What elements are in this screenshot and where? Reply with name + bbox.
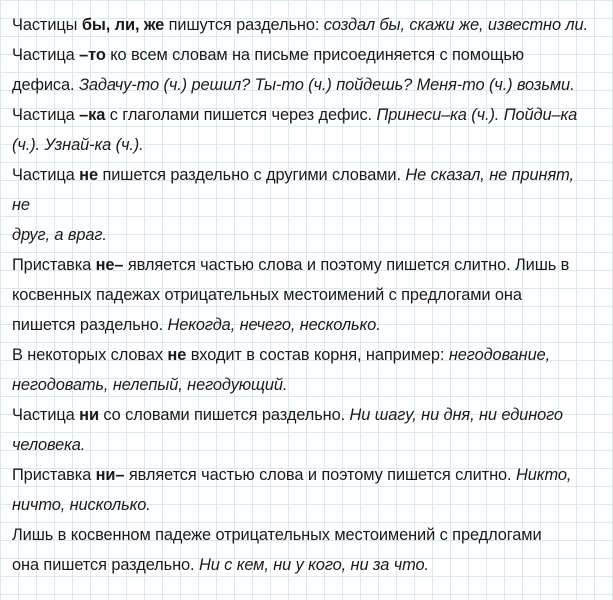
- text-run: дефиса.: [12, 76, 79, 94]
- text-line: [12, 220, 607, 250]
- text-run: с глаголами пишется через дефис.: [105, 106, 377, 124]
- text-run: Частица: [12, 166, 80, 184]
- text-line: [12, 70, 607, 100]
- text-line: [12, 520, 607, 550]
- example-text: человека.: [12, 436, 86, 454]
- example-text: ничто, нисколько.: [12, 496, 151, 514]
- particle-term: не: [167, 346, 187, 364]
- text-line: [12, 130, 607, 160]
- text-run: пишется раздельно.: [12, 316, 168, 334]
- example-text: (ч.). Узнай-ка (ч.).: [12, 136, 144, 154]
- text-line: [12, 340, 607, 370]
- text-run: Частица: [12, 106, 80, 124]
- text-run: является частью слова и поэтому пишется слитно. Лишь в: [123, 256, 570, 274]
- text-run: со словами пишется раздельно.: [98, 406, 350, 424]
- text-run: входит в состав корня, например:: [186, 346, 449, 364]
- text-run: является частью слова и поэтому пишется слитно.: [124, 466, 516, 484]
- text-line: [12, 190, 607, 220]
- particle-term: –ка: [79, 106, 106, 124]
- text-run: она пишется раздельно.: [12, 556, 199, 574]
- example-text: Ни шагу, ни дня, ни единого: [349, 406, 563, 424]
- example-text: создал бы, скажи же, известно ли.: [323, 16, 589, 34]
- example-text: Принеси–ка (ч.). Пойди–ка: [376, 106, 578, 124]
- text-run: косвенных падежах отрицательных местоимений с предлогами она: [12, 286, 522, 304]
- example-text: не: [12, 196, 30, 214]
- text-run: Частицы: [12, 16, 82, 34]
- text-run: ко всем словам на письме присоединяется с помощью: [105, 46, 524, 64]
- text-line: [12, 400, 607, 430]
- text-line: [12, 430, 607, 460]
- text-line: [12, 280, 607, 310]
- particle-term: ни–: [95, 466, 125, 484]
- particle-term: не: [79, 166, 98, 184]
- example-text: Некогда, нечего, несколько.: [167, 316, 381, 334]
- text-run: Приставка: [12, 466, 96, 484]
- example-text: друг, а враг.: [12, 226, 107, 244]
- text-line: [12, 460, 607, 490]
- text-run: В некоторых словах: [12, 346, 168, 364]
- text-line: [12, 160, 607, 190]
- text-line: [12, 250, 607, 280]
- text-line: [12, 310, 607, 340]
- particle-term: бы, ли, же: [81, 16, 165, 34]
- example-text: Ни с кем, ни у кого, ни за что.: [198, 556, 429, 574]
- text-run: Частица: [12, 46, 80, 64]
- particle-term: ни: [79, 406, 99, 424]
- text-line: [12, 490, 607, 520]
- example-text: негодовать, нелепый, негодующий.: [12, 376, 288, 394]
- example-text: Не сказал, не принят,: [405, 166, 574, 184]
- text-line: [12, 100, 607, 130]
- example-text: Никто,: [515, 466, 572, 484]
- example-text: негодование,: [448, 346, 551, 364]
- text-run: пишутся раздельно:: [164, 16, 324, 34]
- text-line: [12, 10, 607, 40]
- particle-term: –то: [79, 46, 106, 64]
- text-run: Приставка: [12, 256, 96, 274]
- text-run: пишется раздельно с другими словами.: [97, 166, 406, 184]
- text-line: [12, 550, 607, 580]
- text-run: Частица: [12, 406, 80, 424]
- particle-term: не–: [95, 256, 124, 274]
- text-run: Лишь в косвенном падеже отрицательных местоимений с предлогами: [12, 526, 542, 544]
- example-text: Задачу-то (ч.) решил? Ты-то (ч.) пойдешь? Меня-то (ч.) возьми.: [78, 76, 575, 94]
- text-line: [12, 370, 607, 400]
- text-line: [12, 40, 607, 70]
